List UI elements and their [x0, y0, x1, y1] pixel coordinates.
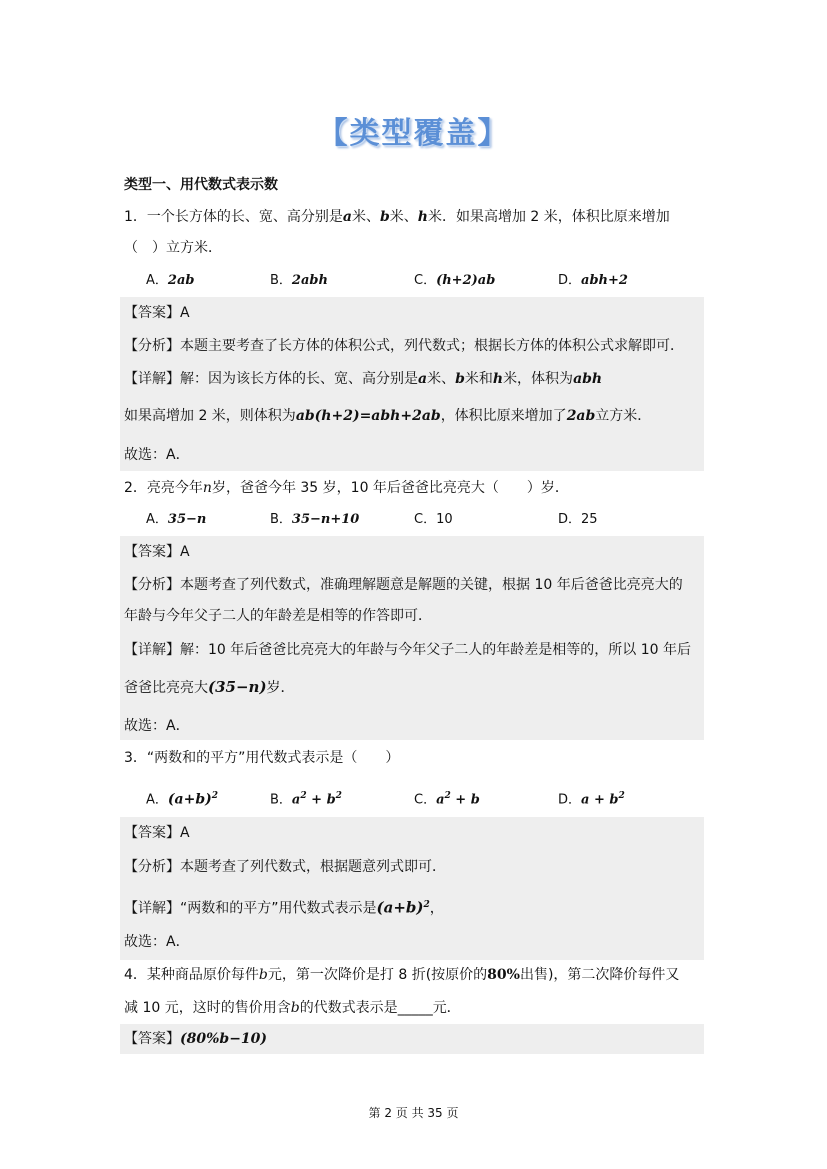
q2-detail-line1: 【详解】解：10 年后爸爸比亮亮大的年龄与今年父子二人的年龄差是相等的，所以 10 年后	[124, 642, 691, 658]
q1-stem-line2: （ ）立方米．	[124, 240, 222, 256]
q1-option-b: B．2abh	[270, 273, 328, 288]
q3-analysis: 【分析】本题考查了列代数式，根据题意列式即可．	[124, 859, 446, 875]
q1-option-a: A．2ab	[146, 273, 195, 288]
q4-blank: _____	[397, 1000, 433, 1016]
q1-detail-line1: 【详解】解：因为该长方体的长、宽、高分别是a米、b米和h米，体积为abh	[124, 371, 603, 387]
q3-detail: 【详解】“两数和的平方”用代数式表示是$(a+b)^2$，	[124, 898, 444, 917]
q2-detail-line2: 爸爸比亮亮大(35−n)岁．	[124, 678, 295, 696]
q1-option-d: D．abh+2	[558, 273, 628, 288]
q1-answer: 【答案】A	[124, 305, 190, 321]
q3-stem: 3．“两数和的平方”用代数式表示是（ ）	[124, 750, 400, 766]
q2-solution-box	[120, 536, 704, 740]
q1-analysis: 【分析】本题主要考查了长方体的体积公式，列代数式；根据长方体的体积公式求解即可．	[124, 338, 684, 354]
q3-answer: 【答案】A	[124, 825, 190, 841]
q1-option-c: C．(h+2)ab	[414, 273, 496, 288]
q4-stem-line1: 4．某种商品原价每件b元，第一次降价是打 8 折(按原价的80%出售)，第二次降价每件又	[124, 967, 680, 983]
q2-answer: 【答案】A	[124, 544, 190, 560]
q2-choose: 故选：A．	[124, 718, 190, 734]
q1-choose: 故选：A．	[124, 447, 190, 463]
q2-option-a: A．35−n	[146, 512, 207, 527]
q1-stem-line1: 1．一个长方体的长、宽、高分别是a米、b米、h米．如果高增加 2 米，体积比原来增加	[124, 209, 670, 225]
section-heading: 类型一、用代数式表示数	[124, 177, 278, 193]
q1-detail-line2: 如果高增加 2 米，则体积为ab(h+2)=abh+2ab，体积比原来增加了2ab立方米．	[124, 408, 652, 424]
q2-option-c: C．10	[414, 512, 453, 527]
q4-answer: 【答案】(80%b−10)	[124, 1031, 268, 1047]
q2-analysis-line1: 【分析】本题考查了列代数式，准确理解题意是解题的关键，根据 10 年后爸爸比亮亮大的	[124, 577, 683, 593]
q3-option-c: C．$a^2 + b$	[414, 791, 480, 808]
q3-option-a: A．$(a+b)^2$	[146, 791, 219, 808]
q2-stem: 2．亮亮今年n岁，爸爸今年 35 岁，10 年后爸爸比亮亮大（ ）岁．	[124, 480, 569, 496]
page-footer: 第 2 页 共 35 页	[368, 1106, 459, 1120]
page-title: 【类型覆盖】	[317, 116, 510, 151]
q2-option-d: D．25	[558, 512, 598, 527]
q3-choose: 故选：A．	[124, 934, 190, 950]
q2-analysis-line2: 年龄与今年父子二人的年龄差是相等的作答即可．	[124, 608, 432, 624]
q3-solution-box	[120, 817, 704, 960]
q4-stem-line2: 减 10 元，这时的售价用含b的代数式表示是_____元．	[124, 1000, 461, 1016]
q2-option-b: B．35−n+10	[270, 512, 360, 527]
q3-option-d: D．$a + b^2$	[558, 791, 625, 808]
q3-option-b: B．$a^2 + b^2$	[270, 791, 342, 808]
